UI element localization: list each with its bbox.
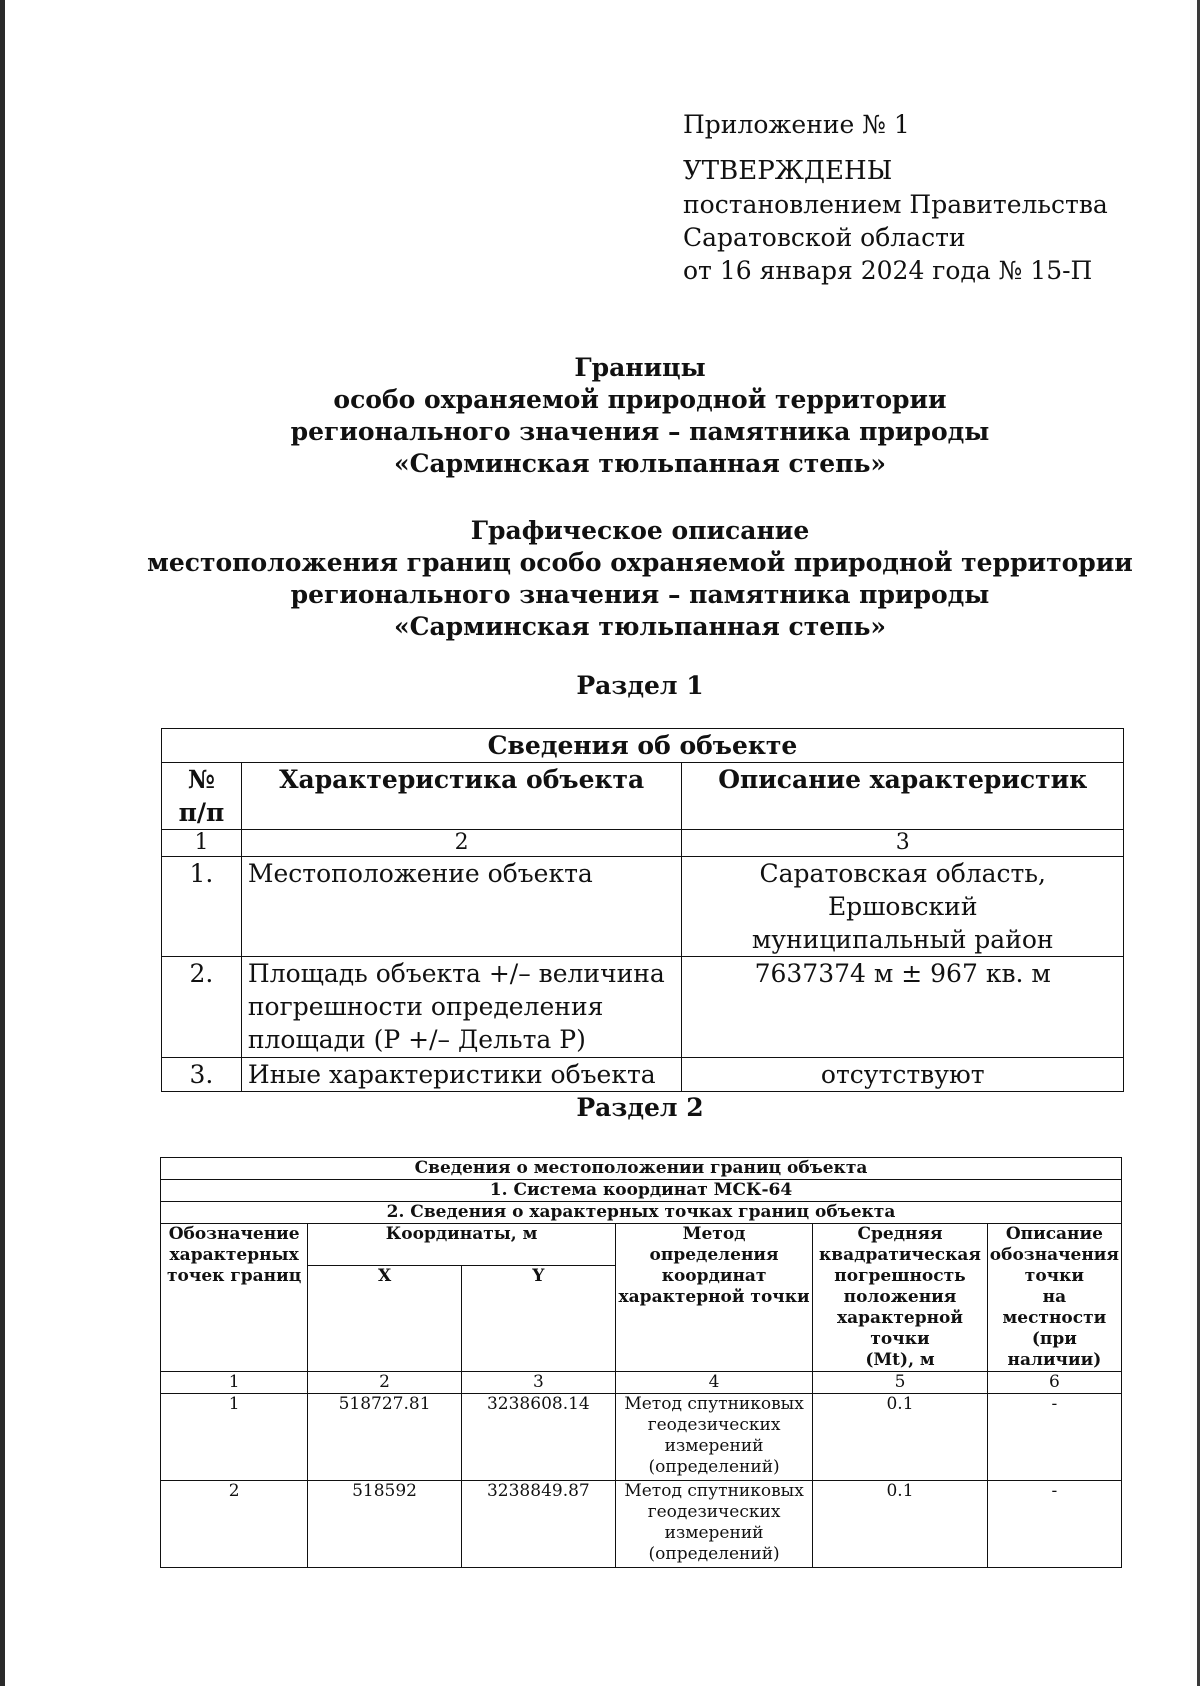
row-number: 1. (162, 857, 242, 957)
column-index: 3 (682, 830, 1124, 857)
subtitle-line-3: регионального значения – памятника природы (290, 580, 990, 609)
row-description: Саратовская область, Ершовский муниципальный район (682, 857, 1124, 957)
point-description: - (987, 1481, 1121, 1568)
title-line-2: особо охраняемой природной территории (333, 385, 947, 414)
table-row (162, 857, 1124, 957)
method: Метод спутниковых геодезических измерений (определений) (615, 1481, 812, 1568)
column-header-description: Описание обозначения точки на местности (при наличии) (987, 1224, 1121, 1372)
column-index-row (162, 830, 1124, 857)
row-number: 2. (162, 957, 242, 1058)
column-index: 3 (461, 1372, 615, 1394)
table-row (161, 1481, 1122, 1568)
column-header-error: Средняя квадратическая погрешность положения характерной точки (Mt), м (813, 1224, 988, 1372)
title-line-1: Границы (574, 353, 706, 382)
object-info-table (161, 728, 1124, 1092)
section-2-heading: Раздел 2 (576, 1093, 704, 1122)
boundary-points-table (160, 1157, 1122, 1568)
column-index: 2 (308, 1372, 462, 1394)
column-header-description: Описание характеристик (682, 763, 1124, 830)
coordinate-system-caption: 1. Система координат МСК-64 (161, 1180, 1122, 1202)
table-row (162, 957, 1124, 1058)
column-header-method: Метод определения координат характерной точки (615, 1224, 812, 1372)
coord-x: 518592 (308, 1481, 462, 1568)
column-index: 1 (162, 830, 242, 857)
row-characteristic: Площадь объекта +/– величина погрешности определения площади (Р +/– Дельта Р) (241, 957, 682, 1058)
column-index: 2 (241, 830, 682, 857)
table-caption: Сведения об объекте (162, 729, 1124, 763)
column-header-point: Обозначение характерных точек границ (161, 1224, 308, 1372)
error-value: 0.1 (813, 1394, 988, 1481)
column-header-x: X (308, 1266, 462, 1372)
subtitle-line-4: «Сарминская тюльпанная степь» (393, 612, 887, 641)
title-line-3: регионального значения – памятника природы (290, 417, 990, 446)
approval-line-2: Саратовской области (683, 223, 966, 252)
point-description: - (987, 1394, 1121, 1481)
annex-number: Приложение № 1 (683, 110, 910, 139)
row-characteristic: Местоположение объекта (241, 857, 682, 957)
table-row (162, 1058, 1124, 1092)
table-caption: Сведения о местоположении границ объекта (161, 1158, 1122, 1180)
column-index-row (161, 1372, 1122, 1394)
table-row (161, 1394, 1122, 1481)
row-characteristic: Иные характеристики объекта (241, 1058, 682, 1092)
column-index: 6 (987, 1372, 1121, 1394)
point-id: 1 (161, 1394, 308, 1481)
subtitle-line-2: местоположения границ особо охраняемой природной территории (147, 548, 1133, 577)
column-index: 4 (615, 1372, 812, 1394)
points-caption: 2. Сведения о характерных точках границ объекта (161, 1202, 1122, 1224)
document-subtitle (0, 515, 1200, 643)
column-header-characteristic: Характеристика объекта (241, 763, 682, 830)
coord-y: 3238608.14 (461, 1394, 615, 1481)
document-title (0, 352, 1200, 480)
coord-y: 3238849.87 (461, 1481, 615, 1568)
subtitle-line-1: Графическое описание (470, 516, 810, 545)
column-header-number: № п/п (162, 763, 242, 830)
title-line-4: «Сарминская тюльпанная степь» (393, 449, 887, 478)
row-description: отсутствуют (682, 1058, 1124, 1092)
approval-stamp-block (683, 108, 1108, 287)
error-value: 0.1 (813, 1481, 988, 1568)
approval-line-1: постановлением Правительства (683, 190, 1108, 219)
column-header-coordinates: Координаты, м (308, 1224, 616, 1266)
section-1-heading: Раздел 1 (576, 671, 704, 700)
column-header-y: Y (461, 1266, 615, 1372)
row-description: 7637374 м ± 967 кв. м (682, 957, 1124, 1058)
approved-label: УТВЕРЖДЕНЫ (683, 156, 893, 186)
row-number: 3. (162, 1058, 242, 1092)
column-index: 1 (161, 1372, 308, 1394)
method: Метод спутниковых геодезических измерений (определений) (615, 1394, 812, 1481)
approval-line-3: от 16 января 2024 года № 15-П (683, 256, 1093, 285)
scan-edge-left (0, 0, 5, 1686)
coord-x: 518727.81 (308, 1394, 462, 1481)
column-index: 5 (813, 1372, 988, 1394)
point-id: 2 (161, 1481, 308, 1568)
